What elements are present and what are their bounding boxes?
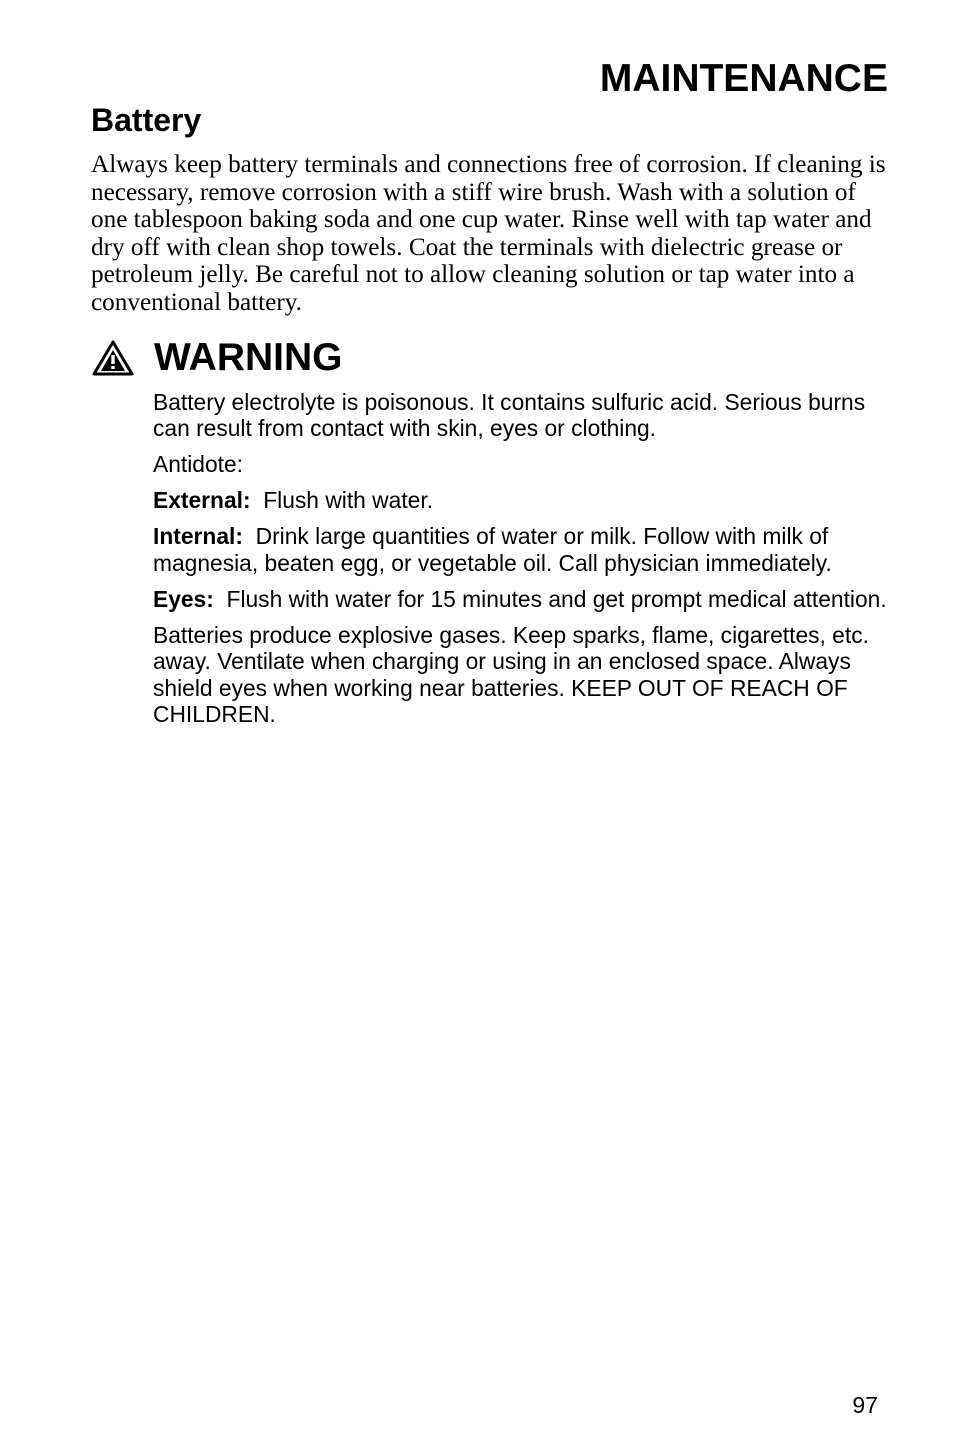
antidote-eyes bbox=[153, 586, 898, 612]
antidote-external bbox=[153, 487, 898, 513]
eyes-text: Flush with water for 15 minutes and get prompt medical attention. bbox=[226, 585, 887, 612]
warning-heading bbox=[92, 334, 343, 382]
warning-label: WARNING bbox=[154, 336, 343, 379]
battery-section-title: Battery bbox=[91, 102, 202, 138]
eyes-term: Eyes: bbox=[153, 585, 214, 612]
warning-body bbox=[153, 389, 898, 737]
explosive-gases-warning: Batteries produce explosive gases. Keep sparks, flame, cigarettes, etc. away. Ventilate when charging or using in an enclosed space. Always shield eyes when working near batteries. KEEP OUT OF REACH OF CHILDREN. bbox=[153, 621, 869, 728]
external-term: External: bbox=[153, 487, 251, 514]
warning-intro: Battery electrolyte is poisonous. It contains sulfuric acid. Serious burns can result from contact with skin, eyes or clothing. bbox=[153, 389, 866, 442]
internal-term: Internal: bbox=[153, 523, 243, 550]
warning-triangle-icon bbox=[92, 340, 134, 376]
battery-maintenance-paragraph: Always keep battery terminals and connections free of corrosion. If cleaning is necessary, remove corrosion with a stiff wire brush. Wash with a solution of one tablespoon baking soda and one cup water. Rinse well with tap water and dry off with clean shop towels. Coat the terminals with dielectric grease or petroleum jelly. Be careful not to allow cleaning solution or tap water into a conventional battery. bbox=[91, 151, 886, 316]
internal-text: Drink large quantities of water or milk. Follow with milk of magnesia, beaten egg, or vegetable oil. Call physician immediately. bbox=[153, 523, 832, 576]
antidote-label: Antidote: bbox=[153, 451, 243, 478]
page-section-header: MAINTENANCE bbox=[599, 57, 888, 100]
external-text: Flush with water. bbox=[263, 487, 434, 514]
antidote-internal bbox=[153, 523, 898, 576]
page-number: 97 bbox=[852, 1392, 878, 1418]
